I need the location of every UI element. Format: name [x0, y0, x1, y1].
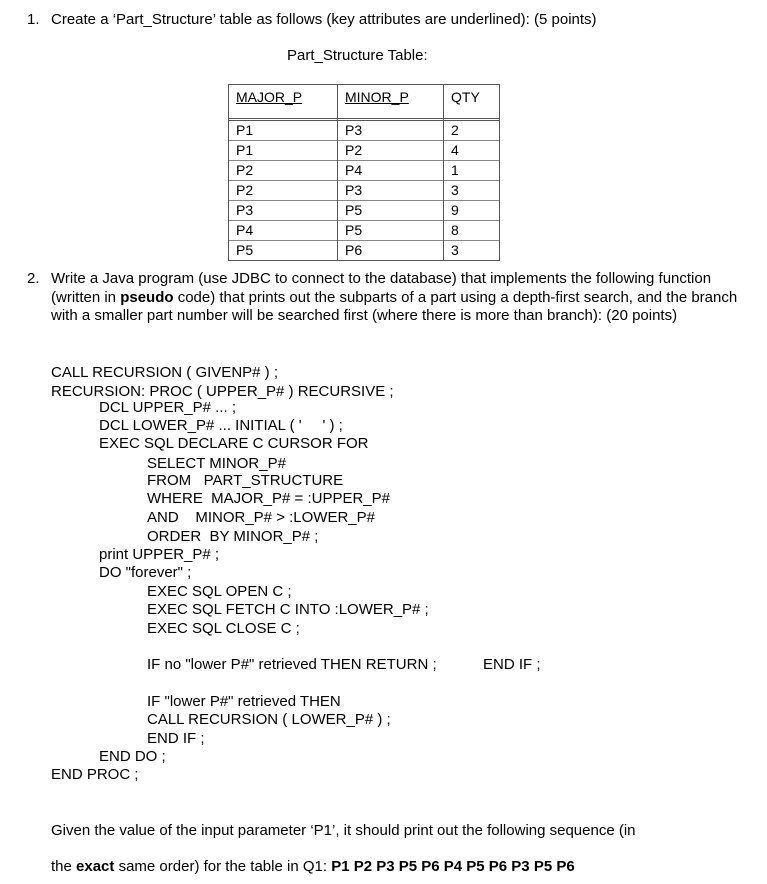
header-major-p: MAJOR_P: [229, 85, 338, 119]
code-line: EXEC SQL FETCH C INTO :LOWER_P# ;: [147, 601, 429, 618]
cell: P3: [338, 121, 444, 141]
cell: P1: [229, 121, 338, 141]
cell: P6: [338, 241, 444, 261]
q2-text: Write a Java program (use JDBC to connect to the database) that implements the following function (written in pseudo code) that prints out the subparts of a part using a depth-first search, and the branch with a smaller part number will be searched first (where there is more than branch): (20 points): [51, 270, 738, 324]
code-line: RECURSION: PROC ( UPPER_P# ) RECURSIVE ;: [51, 383, 394, 400]
cell: P2: [229, 181, 338, 201]
cell: 1: [444, 161, 500, 181]
cell: P2: [229, 161, 338, 181]
table-row: [229, 141, 500, 161]
cell: 9: [444, 201, 500, 221]
code-line: END IF ;: [147, 730, 205, 747]
table-row: [229, 221, 500, 241]
code-line: WHERE MAJOR_P# = :UPPER_P#: [147, 490, 390, 507]
q1-number: 1.: [27, 11, 40, 28]
code-line: AND MINOR_P# > :LOWER_P#: [147, 509, 375, 526]
expected-output-line: the exact same order) for the table in Q1: P1 P2 P3 P5 P6 P4 P5 P6 P3 P5 P6: [51, 858, 575, 875]
code-line: FROM PART_STRUCTURE: [147, 472, 344, 489]
cell: 3: [444, 181, 500, 201]
cell: P4: [338, 161, 444, 181]
code-line: CALL RECURSION ( LOWER_P# ) ;: [147, 711, 391, 728]
cell: 2: [444, 121, 500, 141]
header-minor-p: MINOR_P: [338, 85, 444, 119]
cell: P4: [229, 221, 338, 241]
code-line: CALL RECURSION ( GIVENP# ) ;: [51, 364, 278, 381]
table-header-row: [229, 85, 500, 119]
code-line: DCL UPPER_P# ... ;: [99, 399, 236, 416]
code-line: ORDER BY MINOR_P# ;: [147, 528, 319, 545]
code-line: EXEC SQL OPEN C ;: [147, 583, 292, 600]
table-row: [229, 241, 500, 261]
code-line: IF "lower P#" retrieved THEN: [147, 693, 341, 710]
cell: P5: [229, 241, 338, 261]
cell: P5: [338, 201, 444, 221]
code-line: EXEC SQL CLOSE C ;: [147, 620, 300, 637]
code-line: IF no "lower P#" retrieved THEN RETURN ;: [147, 656, 437, 673]
code-line: print UPPER_P# ;: [99, 546, 220, 563]
code-line: DO "forever" ;: [99, 564, 192, 581]
code-line: EXEC SQL DECLARE C CURSOR FOR: [99, 435, 369, 452]
cell: 3: [444, 241, 500, 261]
table-row: [229, 201, 500, 221]
header-qty: QTY: [444, 85, 500, 119]
cell: P1: [229, 141, 338, 161]
code-line: END PROC ;: [51, 766, 139, 783]
table-row: [229, 161, 500, 181]
table-row: [229, 181, 500, 201]
table-caption: Part_Structure Table:: [287, 47, 428, 64]
code-line: DCL LOWER_P# ... INITIAL ( ' ' ) ;: [99, 417, 343, 434]
cell: 4: [444, 141, 500, 161]
code-line: END DO ;: [99, 748, 166, 765]
expected-sequence: P1 P2 P3 P5 P6 P4 P5 P6 P3 P5 P6: [331, 858, 575, 875]
cell: 8: [444, 221, 500, 241]
given-text: Given the value of the input parameter ‘P1’, it should print out the following sequence (in: [51, 822, 636, 839]
q2-number: 2.: [27, 270, 40, 287]
cell: P3: [229, 201, 338, 221]
code-line: SELECT MINOR_P#: [147, 455, 286, 472]
table-row: [229, 121, 500, 141]
cell: P2: [338, 141, 444, 161]
part-structure-table: [228, 84, 500, 261]
cell: P5: [338, 221, 444, 241]
q1-text: Create a ‘Part_Structure’ table as follows (key attributes are underlined): (5 points): [51, 11, 597, 28]
cell: P3: [338, 181, 444, 201]
code-line: END IF ;: [483, 656, 541, 673]
